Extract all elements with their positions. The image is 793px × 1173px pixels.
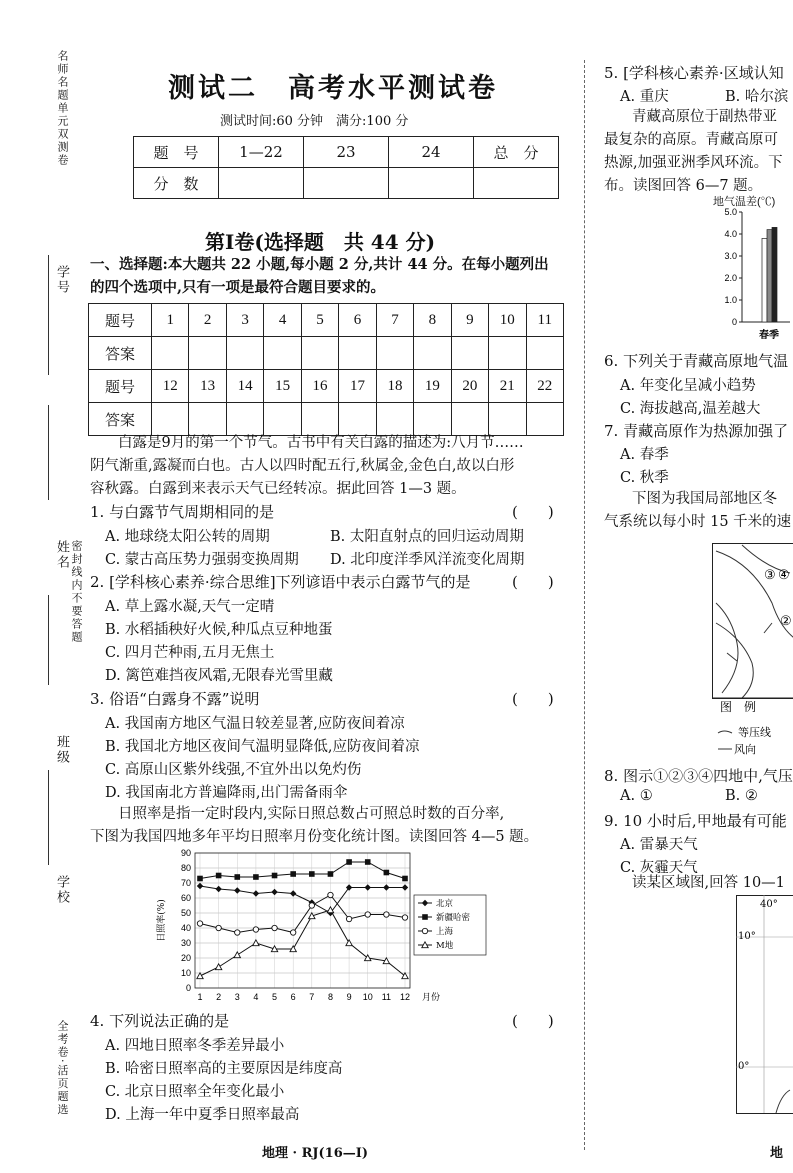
answer-table xyxy=(88,303,564,436)
map-mark-4: ④ xyxy=(778,568,790,583)
legend-isobar-symbol xyxy=(718,731,732,733)
question-number-cell: 13 xyxy=(189,370,226,403)
option: D. 上海一年中夏季日照率最高 xyxy=(105,1107,300,1123)
question-number-cell: 1 xyxy=(152,304,189,337)
bar-chart-ylabel: 地气温差(℃) xyxy=(713,196,776,208)
question-number-cell: 14 xyxy=(226,370,263,403)
legend-wind: 风向 xyxy=(734,743,756,756)
data-point xyxy=(271,889,277,895)
map-mark-2: ② xyxy=(780,614,792,629)
question-number-cell: 10 xyxy=(489,304,526,337)
isobar-line xyxy=(716,551,793,643)
option: C. 海拔越高,温差越大 xyxy=(620,401,761,417)
passage-line: 布。读图回答 6—7 题。 xyxy=(604,178,763,194)
data-point xyxy=(290,871,296,877)
passage-line: 最复杂的高原。青藏高原可 xyxy=(604,132,778,148)
data-point xyxy=(235,930,240,935)
answer-paren: ( ) xyxy=(512,690,554,708)
series-line xyxy=(200,862,405,879)
data-point xyxy=(365,859,371,865)
data-point xyxy=(383,884,389,890)
x-tick-label: 3 xyxy=(234,992,240,1002)
answer-table-label: 答案 xyxy=(89,337,152,370)
data-point xyxy=(216,925,221,930)
question-stem: 5. [学科核心素养·区域认知 xyxy=(604,64,784,82)
data-point xyxy=(365,912,370,917)
answer-cell[interactable] xyxy=(339,403,376,436)
data-point xyxy=(346,859,352,865)
margin-student-id-line xyxy=(48,255,49,375)
data-point xyxy=(234,952,240,958)
legend-label: 上海 xyxy=(436,927,454,937)
margin-student-id-label: 学号 xyxy=(54,265,69,295)
answer-table-label: 答案 xyxy=(89,403,152,436)
option: A. 雷暴天气 xyxy=(620,837,698,853)
data-point xyxy=(309,871,315,877)
passage-line: 容秋露。白露到来表示天气已经转凉。据此回答 1—3 题。 xyxy=(90,481,466,497)
question-number-cell: 19 xyxy=(414,370,451,403)
question-stem: 2. [学科核心素养·综合思维]下列谚语中表示白露节气的是 xyxy=(90,573,471,591)
option: A. 年变化呈减小趋势 xyxy=(620,378,756,394)
data-point xyxy=(309,903,314,908)
option: A. 我国南方地区气温日较差显著,应防夜间着凉 xyxy=(105,716,405,732)
data-point xyxy=(290,890,296,896)
coastline xyxy=(776,1090,790,1113)
sunshine-line-chart xyxy=(150,845,480,1005)
question-number-cell: 8 xyxy=(414,304,451,337)
question-number-cell: 20 xyxy=(451,370,488,403)
data-point xyxy=(234,874,240,880)
passage-line: 读某区域图,回答 10—1 xyxy=(632,875,785,891)
option: C. 北京日照率全年变化最小 xyxy=(105,1084,285,1100)
answer-cell[interactable] xyxy=(451,337,488,370)
score-blank[interactable] xyxy=(304,168,389,199)
wind-arrow xyxy=(727,653,737,661)
legend-marker xyxy=(422,900,428,906)
option: B. 哈密日照率高的主要原因是纬度高 xyxy=(105,1061,343,1077)
x-tick-label: 10 xyxy=(362,992,373,1002)
page-footer: 地理 · RJ(16—Ⅰ) xyxy=(262,1146,369,1161)
question-number-cell: 11 xyxy=(526,304,563,337)
answer-cell[interactable] xyxy=(152,337,189,370)
section-instruction: 的四个选项中,只有一项是最符合题目要求的。 xyxy=(90,279,386,296)
margin-class-line xyxy=(48,595,49,685)
x-tick-label: 8 xyxy=(327,992,333,1002)
score-blank[interactable] xyxy=(219,168,304,199)
answer-cell[interactable] xyxy=(264,337,301,370)
question-number-cell: 7 xyxy=(376,304,413,337)
bar xyxy=(767,230,772,322)
answer-cell[interactable] xyxy=(226,403,263,436)
data-point xyxy=(253,927,258,932)
y-tick-label: 60 xyxy=(180,893,191,903)
answer-cell[interactable] xyxy=(414,403,451,436)
data-point xyxy=(346,916,351,921)
option: A. 重庆 xyxy=(620,89,669,105)
data-point xyxy=(216,873,222,879)
bar xyxy=(762,238,767,322)
bar-tick-label: 2.0 xyxy=(724,273,737,283)
question-number-cell: 18 xyxy=(376,370,413,403)
question-stem: 3. 俗语“白露身不露”说明 xyxy=(90,690,260,708)
score-cell: 23 xyxy=(304,137,389,168)
x-tick-label: 4 xyxy=(253,992,259,1002)
score-blank[interactable] xyxy=(474,168,559,199)
option: B. 太阳直射点的回归运动周期 xyxy=(330,529,524,545)
section-title: 第Ⅰ卷(选择题 共 44 分) xyxy=(205,230,436,254)
option: C. 灰霾天气 xyxy=(620,860,698,876)
answer-cell[interactable] xyxy=(189,403,226,436)
option: D. 我国南北方普遍降雨,出门需备雨伞 xyxy=(105,785,348,801)
y-tick-label: 80 xyxy=(180,863,191,873)
data-point xyxy=(272,873,278,879)
option: D. 北印度洋季风洋流变化周期 xyxy=(330,552,525,568)
passage-line: 气系统以每小时 15 千米的速 xyxy=(604,514,792,530)
plot-frame xyxy=(195,853,410,988)
x-tick-label: 1 xyxy=(197,992,203,1002)
question-stem: 9. 10 小时后,甲地最有可能 xyxy=(604,812,787,830)
answer-cell[interactable] xyxy=(189,337,226,370)
answer-cell[interactable] xyxy=(301,403,338,436)
question-number-cell: 15 xyxy=(264,370,301,403)
passage-line: 白露是9月的第一个节气。古书中有关白露的描述为:八月节…… xyxy=(118,435,524,451)
series-line xyxy=(200,886,405,913)
data-point xyxy=(290,930,295,935)
question-number-cell: 5 xyxy=(301,304,338,337)
passage-line: 阴气渐重,露凝而白也。古人以四时配五行,秋属金,金色白,故以白形 xyxy=(90,458,515,474)
answer-paren: ( ) xyxy=(512,1012,554,1030)
data-point xyxy=(197,883,203,889)
latitude-label: 10° xyxy=(738,931,756,942)
legend-marker xyxy=(422,914,428,920)
x-tick-label: 2 xyxy=(216,992,222,1002)
x-tick-label: 7 xyxy=(309,992,315,1002)
legend-title: 图 例 xyxy=(720,700,757,714)
answer-paren: ( ) xyxy=(512,573,554,591)
question-number-cell: 4 xyxy=(264,304,301,337)
question-number-cell: 2 xyxy=(189,304,226,337)
margin-series-label: 名师名题单元双测卷 xyxy=(56,50,69,167)
option: C. 蒙古高压势力强弱变换周期 xyxy=(105,552,299,568)
answer-table-label: 题号 xyxy=(89,304,152,337)
option: A. 草上露水凝,天气一定晴 xyxy=(105,599,275,615)
question-number-cell: 9 xyxy=(451,304,488,337)
option: A. 春季 xyxy=(620,447,669,463)
answer-cell[interactable] xyxy=(451,403,488,436)
option: A. ① xyxy=(620,788,653,804)
option: B. 哈尔滨 xyxy=(725,89,789,105)
passage-line: 下图为我国四地多年平均日照率月份变化统计图。读图回答 4—5 题。 xyxy=(90,829,539,845)
margin-school-label: 学校 xyxy=(54,875,69,905)
longitude-label: 40° xyxy=(760,899,778,910)
column-divider xyxy=(584,60,585,1150)
latitude-label: 0° xyxy=(738,1061,750,1072)
answer-cell[interactable] xyxy=(301,337,338,370)
answer-cell[interactable] xyxy=(339,337,376,370)
answer-cell[interactable] xyxy=(152,403,189,436)
y-tick-label: 50 xyxy=(180,908,191,918)
page-footer-right: 地 xyxy=(770,1146,784,1161)
map-mark-3: ③ xyxy=(764,568,776,583)
score-cell: 24 xyxy=(389,137,474,168)
data-point xyxy=(402,876,408,882)
question-number-cell: 22 xyxy=(526,370,563,403)
test-meta: 测试时间:60 分钟 满分:100 分 xyxy=(220,114,409,129)
answer-paren: ( ) xyxy=(512,503,554,521)
margin-seal-note: 密封线内不要答题 xyxy=(70,540,83,644)
x-axis-label: 月份 xyxy=(422,993,441,1003)
question-number-cell: 6 xyxy=(339,304,376,337)
answer-cell[interactable] xyxy=(489,337,526,370)
bar-tick-label: 1.0 xyxy=(724,295,737,305)
region-map xyxy=(736,895,790,1115)
data-point xyxy=(197,973,203,979)
isobar-map xyxy=(712,543,790,763)
question-stem: 7. 青藏高原作为热源加强了 xyxy=(604,422,789,440)
score-blank[interactable] xyxy=(389,168,474,199)
answer-cell[interactable] xyxy=(264,403,301,436)
data-point xyxy=(384,912,389,917)
y-tick-label: 70 xyxy=(180,878,191,888)
y-axis-label: 日照率(%) xyxy=(157,899,167,942)
bar-tick-label: 3.0 xyxy=(724,251,737,261)
answer-cell[interactable] xyxy=(376,403,413,436)
passage-line: 下图为我国局部地区冬 xyxy=(632,491,777,507)
data-point xyxy=(365,884,371,890)
passage-line: 热源,加强亚洲季风环流。下 xyxy=(604,155,783,171)
option: B. 水稻插秧好火候,种瓜点豆种地蛋 xyxy=(105,622,333,638)
answer-cell[interactable] xyxy=(414,337,451,370)
isobar-line xyxy=(716,603,738,693)
data-point xyxy=(197,921,202,926)
question-stem: 8. 图示①②③④四地中,气压 xyxy=(604,767,793,785)
data-point xyxy=(253,890,259,896)
option: B. 我国北方地区夜间气温明显降低,应防夜间着凉 xyxy=(105,739,420,755)
y-tick-label: 90 xyxy=(180,848,191,858)
x-tick-label: 12 xyxy=(399,992,411,1002)
score-cell: 分 数 xyxy=(134,168,219,199)
option: C. 秋季 xyxy=(620,470,669,486)
bar xyxy=(772,227,777,322)
option: C. 四月芒种雨,五月无焦土 xyxy=(105,645,275,661)
x-tick-label: 5 xyxy=(272,992,278,1002)
y-tick-label: 30 xyxy=(180,938,191,948)
wind-arrow xyxy=(764,623,772,633)
score-cell: 1—22 xyxy=(219,137,304,168)
y-tick-label: 0 xyxy=(185,983,191,993)
question-stem: 6. 下列关于青藏高原地气温 xyxy=(604,352,789,370)
margin-class-label: 班级 xyxy=(54,735,69,765)
bar-category-label: 春季 xyxy=(759,330,779,341)
answer-table-label: 题号 xyxy=(89,370,152,403)
margin-bottom-label: 全考卷·活页题选 xyxy=(56,1020,69,1117)
data-point xyxy=(234,887,240,893)
answer-cell[interactable] xyxy=(526,403,563,436)
option: A. 四地日照率冬季差异最小 xyxy=(105,1038,285,1054)
option: A. 地球绕太阳公转的周期 xyxy=(105,529,270,545)
y-tick-label: 40 xyxy=(180,923,191,933)
passage-line: 青藏高原位于副热带亚 xyxy=(632,109,777,125)
y-tick-label: 10 xyxy=(180,968,191,978)
bar-tick-label: 0 xyxy=(731,317,737,327)
x-tick-label: 9 xyxy=(346,992,352,1002)
score-cell: 题 号 xyxy=(134,137,219,168)
data-point xyxy=(215,886,221,892)
question-stem: 1. 与白露节气周期相同的是 xyxy=(90,503,275,521)
answer-cell[interactable] xyxy=(226,337,263,370)
margin-school-line xyxy=(48,770,49,865)
data-point xyxy=(328,871,334,877)
data-point xyxy=(215,964,221,970)
question-number-cell: 16 xyxy=(301,370,338,403)
x-tick-label: 11 xyxy=(381,992,392,1002)
x-tick-label: 6 xyxy=(290,992,296,1002)
question-number-cell: 21 xyxy=(489,370,526,403)
score-table xyxy=(133,136,559,199)
legend-marker xyxy=(422,928,427,933)
score-cell: 总 分 xyxy=(474,137,559,168)
passage-line: 日照率是指一定时段内,实际日照总数占可照总时数的百分率, xyxy=(118,806,505,822)
legend-isobar: 等压线 xyxy=(738,726,771,739)
question-stem: 4. 下列说法正确的是 xyxy=(90,1012,230,1030)
series-line xyxy=(200,895,405,933)
data-point xyxy=(402,884,408,890)
answer-cell[interactable] xyxy=(489,403,526,436)
data-point xyxy=(328,892,333,897)
question-number-cell: 17 xyxy=(339,370,376,403)
question-number-cell: 3 xyxy=(226,304,263,337)
bar-tick-label: 5.0 xyxy=(724,207,737,217)
data-point xyxy=(402,915,407,920)
legend-label: M地 xyxy=(436,941,454,951)
answer-cell[interactable] xyxy=(526,337,563,370)
bar-tick-label: 4.0 xyxy=(724,229,737,239)
legend-label: 北京 xyxy=(436,899,454,909)
question-number-cell: 12 xyxy=(152,370,189,403)
data-point xyxy=(384,870,390,876)
margin-name-label: 姓名 xyxy=(54,540,69,570)
margin-name-line xyxy=(48,405,49,500)
legend-label: 新疆哈密 xyxy=(436,913,471,923)
data-point xyxy=(253,874,259,880)
ground-air-temp-bar-chart xyxy=(716,206,790,346)
data-point xyxy=(197,876,203,882)
y-tick-label: 20 xyxy=(180,953,191,963)
answer-cell[interactable] xyxy=(376,337,413,370)
option: D. 篱笆难挡夜风霜,无限春光雪里藏 xyxy=(105,668,333,684)
section-instruction: 一、选择题:本大题共 22 小题,每小题 2 分,共计 44 分。在每小题列出 xyxy=(90,256,549,273)
data-point xyxy=(272,925,277,930)
map-frame xyxy=(737,896,793,1114)
option: B. ② xyxy=(725,788,758,804)
page-title: 测试二 高考水平测试卷 xyxy=(168,73,498,104)
option: C. 高原山区紫外线强,不宜外出以免灼伤 xyxy=(105,762,362,778)
